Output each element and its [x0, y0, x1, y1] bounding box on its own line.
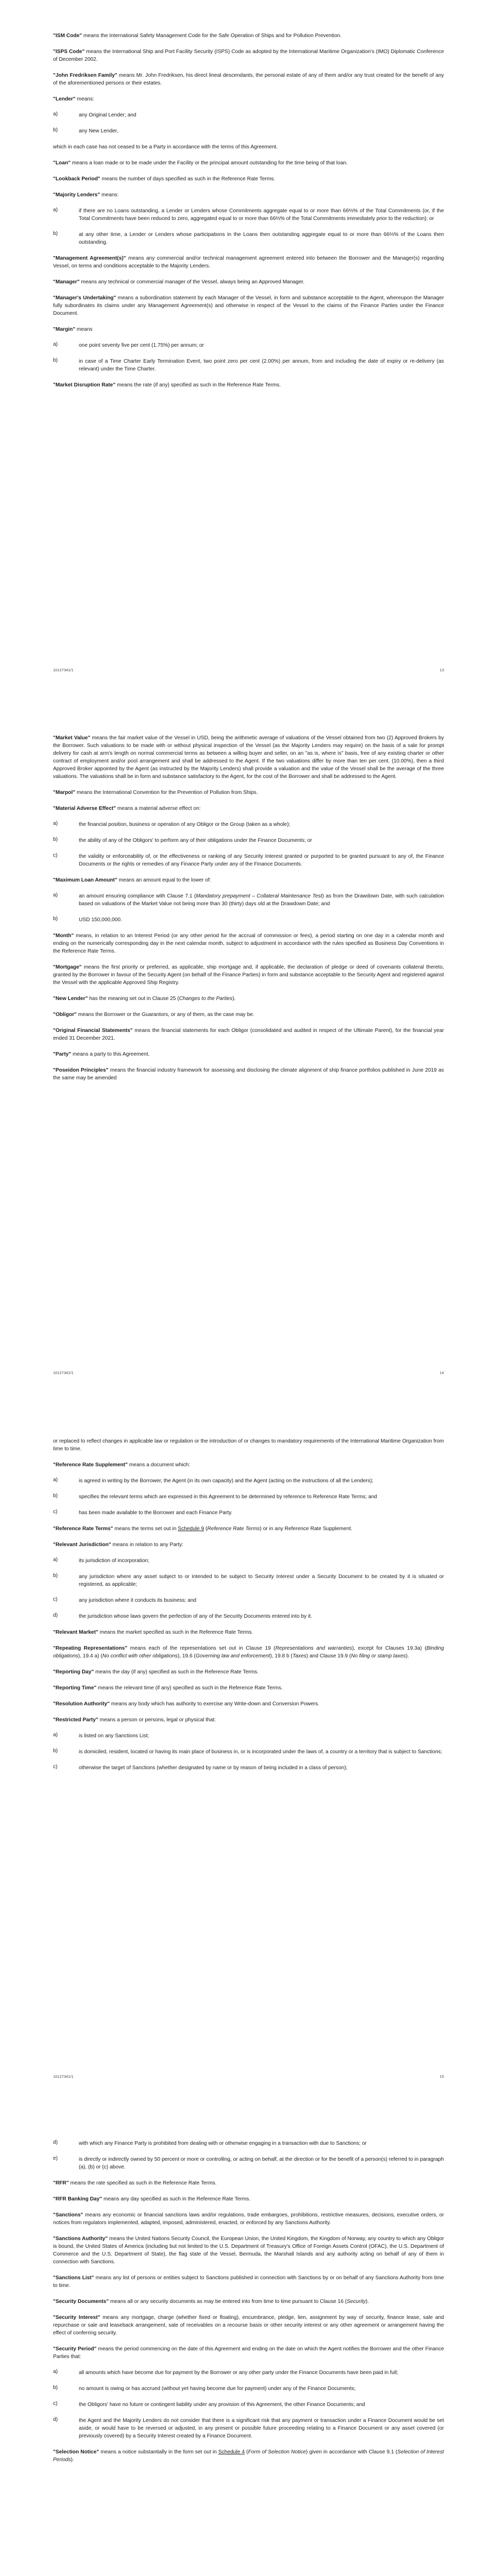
- page-footer: [53, 1370, 444, 1375]
- def-relevant-market: "Relevant Market" means the market specified as such in the Reference Rate Terms.: [53, 1630, 253, 1635]
- list-item: d) the Agent and the Majority Lenders do not consider that there is a significant risk that any payment or transaction under a Finance Document would be set aside, or would have to be reversed or adjusted, in any present or possible future proceeding relating to a Finance Document or any asset covered (or previously covered) by a Security Interest created by a Finance Document.: [53, 2417, 444, 2439]
- def-security-documents: "Security Documents" means all or any security documents as may be entered into from time to time pursuant to Clause 16 (Security).: [53, 2299, 369, 2304]
- list-item: b) any jurisdiction where any asset subject to or intended to be subject to Security Interest under a Security Document to be created by it is situated or registered, as applicable;: [53, 1573, 444, 1587]
- list-item: a) one point seventy five per cent (1.75%) per annum; or: [53, 342, 204, 348]
- list-item: b) no amount is owing or has accrued (without yet having become due for payment) under any of the Finance Documents;: [53, 2385, 356, 2392]
- def-reporting-day: "Reporting Day" means the day (if any) specified as such in the Reference Rate Terms.: [53, 1669, 259, 1675]
- lender-tail: which in each case has not ceased to be a Party in accordance with the terms of this Agreement.: [53, 144, 278, 150]
- def-margin: "Margin" means: [53, 327, 93, 332]
- list-item: b) is domiciled, resident, located or having its main place of business in, or is incorporated under the laws of, a country or a territory that is subject to Sanctions;: [53, 1748, 442, 1755]
- list-item: b) USD 150,000,000.: [53, 916, 122, 923]
- list-item: a) an amount ensuring compliance with Clause 7.1 (Mandatory prepayment – Collateral Maintenance Test) as from the Drawdown Date, with such calculation based on valuations of the Market Value not being more than 30 (thirty) days old at the Drawdown Date; and: [53, 892, 444, 907]
- def-mortgage: "Mortgage" means the first priority or preferred, as applicable, ship mortgage and, if applicable, the declaration of pledge or deed of covenants collateral thereto, granted by the Borrower in favour of the Security Agent (on behalf of the Finance Parties) in form and substance acceptable to the Security Agent and registered against the Vessel with the applicable Approved Ship Registry.: [53, 964, 444, 986]
- def-marpol: "Marpol" means the International Convention for the Prevention of Pollution from Ships.: [53, 790, 258, 795]
- page-15: [0, 1437, 497, 1780]
- list-item: a) all amounts which have become due for payment by the Borrower or any other party under the Finance Documents have been paid in full;: [53, 2369, 399, 2376]
- page-footer: [53, 2074, 444, 2079]
- def-new-lender: "New Lender" has the meaning set out in Clause 25 (Changes to the Parties).: [53, 996, 236, 1002]
- def-market-value: "Market Value" means the fair market value of the Vessel in USD, being the arithmetic average of valuations of the Vessel obtained from two (2) Approved Brokers by the Borrower. Such valuations to be made with or without physical inspection of the Vessel (as the Majority Lenders may require) on the basis of a sale for prompt delivery for cash at arm's length on normal commercial terms as between a willing buyer and seller, on an "as is, where is" basis, free of any existing charter or other contract of employment and/or pool arrangement and shall be addressed to the Agent. If the two valuations differ by more than ten per cent. (10.00%), then a third Approved Broker appointed by the Agent (as instructed by the Majority Lenders) shall provide a valuation and the value of the Vessel shall be the average of the three valuations. The valuations shall be in form and substance satisfactory to the Agent, for the cost of the Borrower and shall be addressed to the Agent.: [53, 735, 444, 779]
- list-item: c) otherwise the target of Sanctions (whether designated by name or by reason of being included in a class of person);: [53, 1764, 348, 1771]
- def-lender: "Lender" means:: [53, 96, 94, 102]
- footer-page-number: 15: [439, 2074, 444, 2079]
- list-item: a) is agreed in writing by the Borrower, the Agent (in its own capacity) and the Agent (acting on the instructions of all the Lenders);: [53, 1477, 373, 1484]
- def-month: "Month" means, in relation to an Interest Period (or any other period for the accrual of commission or fees), a period starting on one day in a calendar month and ending on the numerically corresponding day in the next calendar month, subject to adjustment in accordance with the rules specified as Business Day Conventions in the Reference Rate Terms.: [53, 933, 444, 954]
- list-item: c) has been made available to the Borrower and each Finance Party.: [53, 1509, 233, 1516]
- def-resolution-authority: "Resolution Authority" means any body which has authority to exercise any Write-down and Conversion Powers.: [53, 1701, 319, 1707]
- page-14: [0, 734, 497, 1090]
- list-item: e) is directly or indirectly owned by 50 percent or more or controlling, or acting on behalf, at the direction or for the benefit of a person(s) referred to in paragraph (a), (b) or (c) above.: [53, 2156, 444, 2170]
- def-isps-code: "ISPS Code" means the International Ship and Port Facility Security (ISPS) Code as adopted by the International Maritime Organization's (IMO) Diplomatic Conference of December 2002.: [53, 49, 444, 62]
- def-obligor: "Obligor" means the Borrower or the Guarantors, or any of them, as the case may be.: [53, 1012, 254, 1018]
- list-item: b) at any other time, a Lender or Lenders whose participations in the Loans then outstanding aggregate equal to or more than 66⅔% of the Loans then outstanding.: [53, 231, 444, 245]
- page-16: [0, 2140, 497, 2472]
- def-reporting-time: "Reporting Time" means the relevant time (if any) specified as such in the Reference Rate Terms.: [53, 1685, 283, 1691]
- def-rfr-banking-day: "RFR Banking Day" means any day specified as such in the Reference Rate Terms.: [53, 2196, 251, 2202]
- list-item: b) the ability of any of the Obligors' to perform any of their obligations under the Finance Documents; or: [53, 837, 312, 843]
- def-reference-rate-supplement: "Reference Rate Supplement" means a document which:: [53, 1462, 191, 1468]
- list-item: c) the validity or enforceability of, or the effectiveness or ranking of any Security Interest granted or purported to be granted pursuant to any of, the Finance Documents or the rights or remedies of any Finance Party under any of the Finance Documents.: [53, 853, 444, 867]
- def-manager: "Manager" means any technical or commercial manager of the Vessel, always being an Approved Manager.: [53, 279, 305, 285]
- list-item: b) any New Lender,: [53, 127, 118, 134]
- def-majority-lenders: "Majority Lenders" means:: [53, 192, 119, 198]
- page-13: [0, 32, 497, 397]
- footer-page-number: 14: [439, 1370, 444, 1375]
- footer-page-number: 13: [439, 668, 444, 672]
- def-relevant-jurisdiction: "Relevant Jurisdiction" means in relation to any Party:: [53, 1542, 184, 1548]
- def-loan: "Loan" means a loan made or to be made under the Facility or the principal amount outstanding for the time being of that loan.: [53, 160, 348, 166]
- list-item: a) any Original Lender; and: [53, 111, 136, 118]
- def-security-period: "Security Period" means the period commencing on the date of this Agreement and ending on the date on which the Agent notifies the Borrower and the other Finance Parties that:: [53, 2346, 444, 2360]
- def-john-fredriksen-family: "John Fredriksen Family" means Mr. John Fredriksen, his direct lineal descendants, the personal estate of any of them and/or any trust created for the benefit of any of the aforementioned persons or their estates.: [53, 73, 444, 86]
- def-ism-code: "ISM Code" means the International Safety Management Code for the Safe Operation of Ships and for Pollution Prevention.: [53, 33, 342, 39]
- def-repeating-representations: "Repeating Representations" means each of the representations set out in Clause 19 (Representations and warranties), except for Clauses 19.3a) (Binding obligations), 19.4 a) (No conflict with other obligations), 19.6 (Governing law and enforcement), 19.8 b (Taxes) and Clause 19.9 (No filing or stamp taxes).: [53, 1646, 444, 1659]
- page-footer: [53, 668, 444, 672]
- def-party: "Party" means a party to this Agreement.: [53, 1052, 150, 1057]
- def-sanctions-authority: "Sanctions Authority" means the United Nations Security Council, the European Union, the United Kingdom, the Kingdom of Norway, any country to which any Obligor is bound, the United States of America (including but not limited to the U.S. Department of Treasury's Office of Foreign Assets Control (OFAC), the U.S. Department of Commerce and the U.S. Department of State), the flag state of the Vessel, Bermuda, the Marshall Islands and any authority acting on behalf of any of them in connection with Sanctions.: [53, 2236, 444, 2265]
- list-item: d) with which any Finance Party is prohibited from dealing with or otherwise engaging in a transaction with due to Sanctions; or: [53, 2140, 367, 2146]
- def-security-interest: "Security Interest" means any mortgage, charge (whether fixed or floating), encumbrance, pledge, lien, assignment by way of security, finance lease, sale and repurchase or sale and leaseback arrangement, sale of receivables on a recourse basis or other security interest or any other agreement or arrangement having the effect of conferring security.: [53, 2315, 444, 2336]
- def-sanctions: "Sanctions" means any economic or financial sanctions laws and/or regulations, trade embargoes, prohibitions, restrictive measures, decisions, executive orders, or notices from regulators implemented, adapted, imposed, administered, enacted, or enforced by any Sanctions Authority.: [53, 2212, 444, 2226]
- list-item: c) any jurisdiction where it conducts its business; and: [53, 1597, 197, 1603]
- def-reference-rate-terms: "Reference Rate Terms" means the terms set out in Schedule 9 (Reference Rate Terms) or in any Reference Rate Supplement.: [53, 1526, 353, 1532]
- def-original-financial-statements: "Original Financial Statements" means the financial statements for each Obligor (consolidated and audited in respect of the Ultimate Parent), for the financial year ended 31 December 2021.: [53, 1028, 444, 1041]
- def-poseidon-principles: "Poseidon Principles" means the financial industry framework for assessing and disclosing the climate alignment of ship finance portfolios published in June 2019 as the same may be amended: [53, 1067, 444, 1081]
- list-item: a) is listed on any Sanctions List;: [53, 1732, 149, 1739]
- def-market-disruption-rate: "Market Disruption Rate" means the rate (if any) specified as such in the Reference Rate Terms.: [53, 382, 281, 388]
- list-item: b) specifies the relevant terms which are expressed in this Agreement to be determined by reference to Reference Rate Terms; and: [53, 1493, 378, 1500]
- list-item: a) the financial position, business or operation of any Obligor or the Group (taken as a whole);: [53, 821, 290, 827]
- def-maximum-loan-amount: "Maximum Loan Amount" means an amount equal to the lower of:: [53, 877, 211, 883]
- list-item: d) the jurisdiction whose laws govern the perfection of any of the Security Documents entered into by it.: [53, 1613, 313, 1619]
- footer-doc-id: 10127341/1: [53, 2074, 74, 2079]
- list-item: a) its jurisdiction of incorporation;: [53, 1557, 150, 1564]
- def-managers-undertaking: "Manager's Undertaking" means a subordination statement by each Manager of the Vessel, in form and substance acceptable to the Agent, whereupon the Manager fully subordinates its claims under any Management Agreement(s) and otherwise in respect of the Vessel to the claims of the Finance Parties under the Finance Document.: [53, 295, 444, 316]
- def-selection-notice: "Selection Notice" means a notice substantially in the form set out in Schedule 4 (Form of Selection Notice) given in accordance with Clause 9.1 (Selection of Interest Periods).: [53, 2449, 444, 2463]
- footer-doc-id: 10127341/1: [53, 1370, 74, 1375]
- list-item: b) in case of a Time Charter Early Termination Event, two point zero per cent (2.00%) per annum, from and including the date of expiry or re-delivery (as relevant) under the Time Charter.: [53, 358, 444, 372]
- poseidon-tail: or replaced to reflect changes in applicable law or regulation or the introduction of or changes to mandatory requirements of the International Maritime Organization from time to time.: [53, 1438, 444, 1452]
- def-restricted-party: "Restricted Party" means a person or persons, legal or physical that:: [53, 1717, 216, 1723]
- def-material-adverse-effect: "Material Adverse Effect" means a material adverse effect on:: [53, 806, 201, 811]
- list-item: c) the Obligors' have no future or contingent liability under any provision of this Agreement, the other Finance Documents; and: [53, 2401, 365, 2408]
- def-lookback-period: "Lookback Period" means the number of days specified as such in the Reference Rate Terms.: [53, 176, 276, 182]
- def-rfr: "RFR" means the rate specified as such in the Reference Rate Terms.: [53, 2180, 217, 2186]
- def-sanctions-list: "Sanctions List" means any list of persons or entities subject to Sanctions published in connection with Sanctions by or on behalf of any Sanctions Authority from time to time.: [53, 2275, 444, 2289]
- list-item: a) if there are no Loans outstanding, a Lender or Lenders whose Commitments aggregate equal to or more than 66⅔% of the Total Commitments (or, if the Total Commitments have been reduced to zero, aggregated equal to or more than 66⅔% of the Total Commitments immediately prior to the reduction); or: [53, 207, 444, 222]
- def-management-agreement: "Management Agreement(s)" means any commercial and/or technical management agreement entered into between the Borrower and the Manager(s) regarding Vessel, on terms and conditions acceptable to the Majority Lenders.: [53, 256, 444, 269]
- footer-doc-id: 10127341/1: [53, 668, 74, 672]
